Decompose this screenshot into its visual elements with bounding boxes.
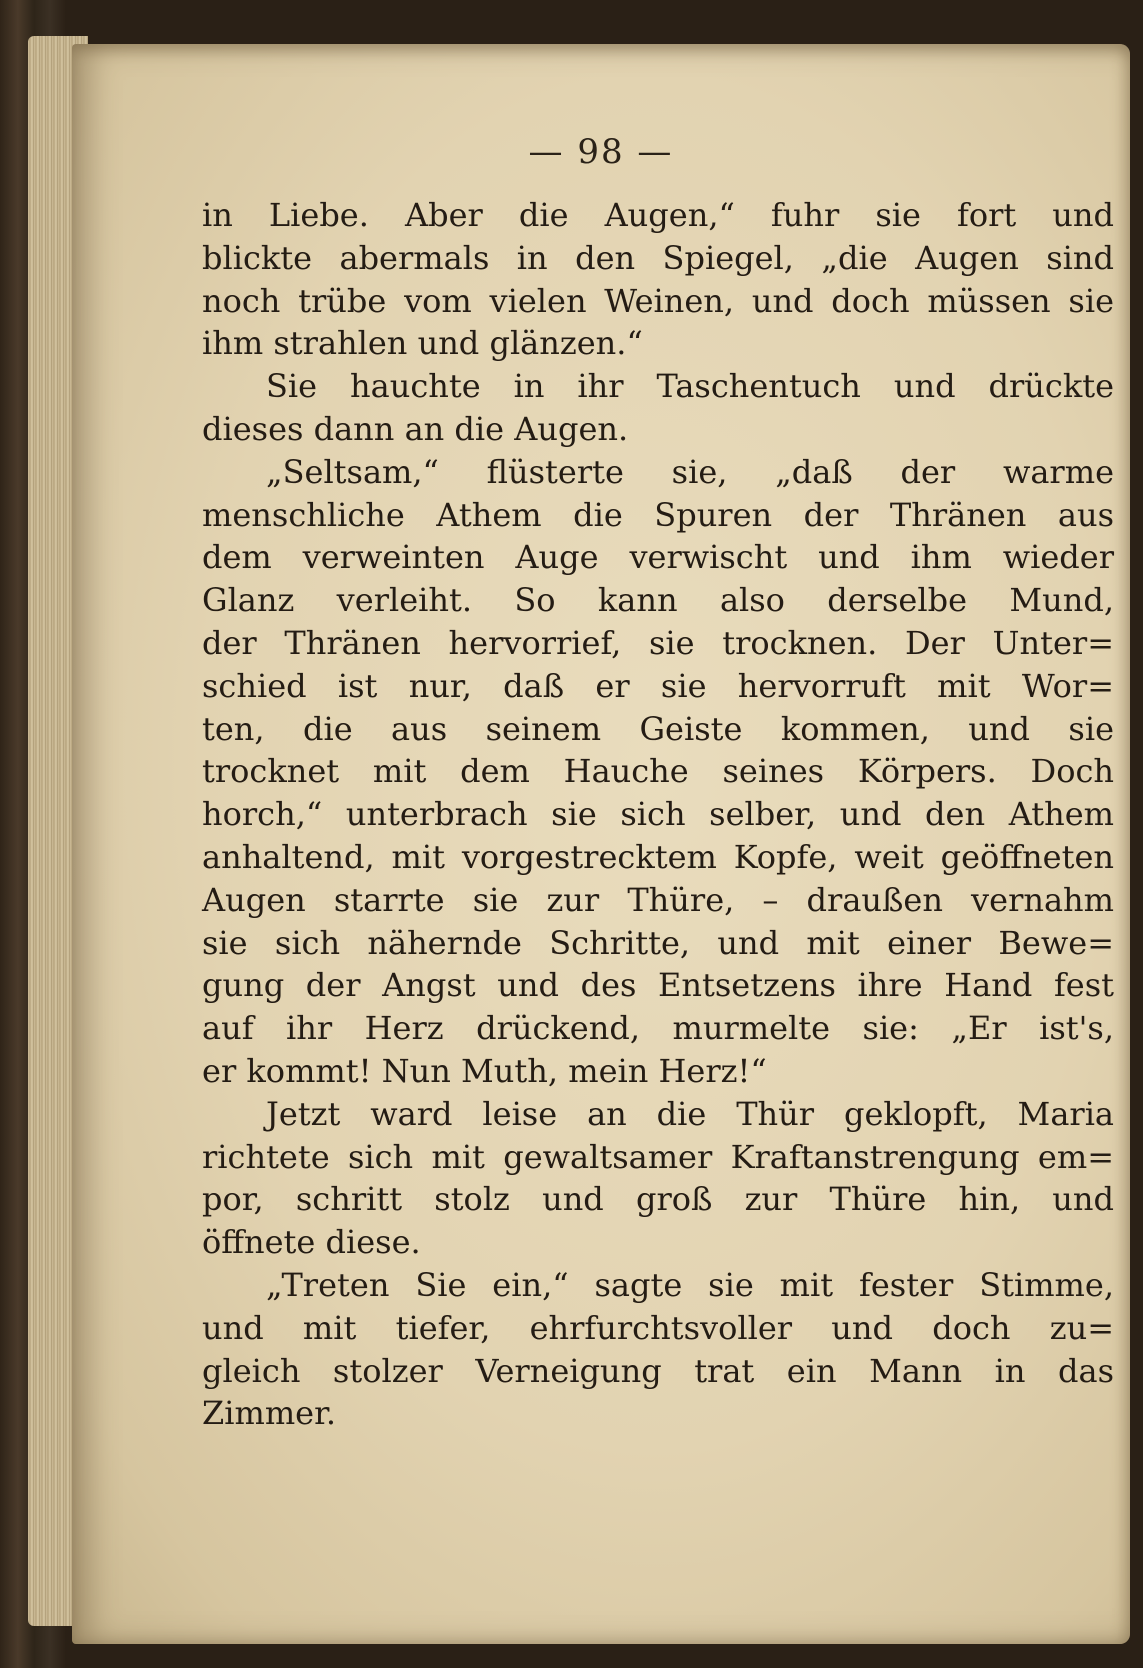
text-line: menschliche Athem die Spuren der Thränen aus bbox=[202, 495, 1114, 534]
text-line: anhaltend, mit vorgestrecktem Kopfe, weit geöffneten bbox=[202, 837, 1114, 876]
book-page bbox=[72, 44, 1130, 1644]
text-line: por, schritt stolz und groß zur Thüre hin, und bbox=[202, 1180, 1114, 1219]
text-line: Sie hauchte in ihr Taschentuch und drückte bbox=[266, 367, 1114, 406]
text-line: trocknet mit dem Hauche seines Körpers. Doch bbox=[202, 752, 1114, 791]
text-line: schied ist nur, daß er sie hervorruft mit Wor= bbox=[202, 666, 1114, 705]
text-line: „Treten Sie ein,“ sagte sie mit fester Stimme, bbox=[266, 1265, 1114, 1304]
text-line: „Seltsam,“ flüsterte sie, „daß der warme bbox=[266, 452, 1114, 491]
text-line: der Thränen hervorrief, sie trocknen. Der Unter= bbox=[202, 623, 1114, 662]
text-line: dieses dann an die Augen. bbox=[202, 409, 629, 448]
text-line: dem verweinten Auge verwischt und ihm wieder bbox=[202, 538, 1114, 577]
text-line: blickte abermals in den Spiegel, „die Augen sind bbox=[202, 238, 1114, 277]
text-line: ihm strahlen und glänzen.“ bbox=[202, 324, 643, 363]
text-line: ten, die aus seinem Geiste kommen, und sie bbox=[202, 709, 1114, 748]
text-line: gung der Angst und des Entsetzens ihre Hand fest bbox=[202, 966, 1114, 1005]
text-line: öffnete diese. bbox=[202, 1223, 421, 1262]
text-line: Augen starrte sie zur Thüre, – draußen vernahm bbox=[202, 880, 1114, 919]
body-text bbox=[202, 194, 1114, 1435]
text-line: noch trübe vom vielen Weinen, und doch müssen sie bbox=[202, 281, 1114, 320]
text-line: Zimmer. bbox=[202, 1394, 337, 1433]
text-line: Jetzt ward leise an die Thür geklopft, Maria bbox=[266, 1094, 1114, 1133]
text-line: und mit tiefer, ehrfurchtsvoller und doch zu= bbox=[202, 1308, 1114, 1347]
text-line: in Liebe. Aber die Augen,“ fuhr sie fort und bbox=[202, 196, 1114, 234]
text-line: gleich stolzer Verneigung trat ein Mann in das bbox=[202, 1351, 1114, 1390]
text-line: richtete sich mit gewaltsamer Kraftanstrengung em= bbox=[202, 1137, 1114, 1176]
text-line: horch,“ unterbrach sie sich selber, und den Athem bbox=[202, 795, 1114, 834]
text-line: er kommt! Nun Muth, mein Herz!“ bbox=[202, 1051, 767, 1090]
text-line: Glanz verleiht. So kann also derselbe Mund, bbox=[202, 581, 1114, 620]
text-line: sie sich nähernde Schritte, und mit einer Bewe= bbox=[202, 923, 1114, 962]
page-number: — 98 — bbox=[528, 132, 674, 172]
text-line: auf ihr Herz drückend, murmelte sie: „Er ist's, bbox=[202, 1009, 1114, 1048]
